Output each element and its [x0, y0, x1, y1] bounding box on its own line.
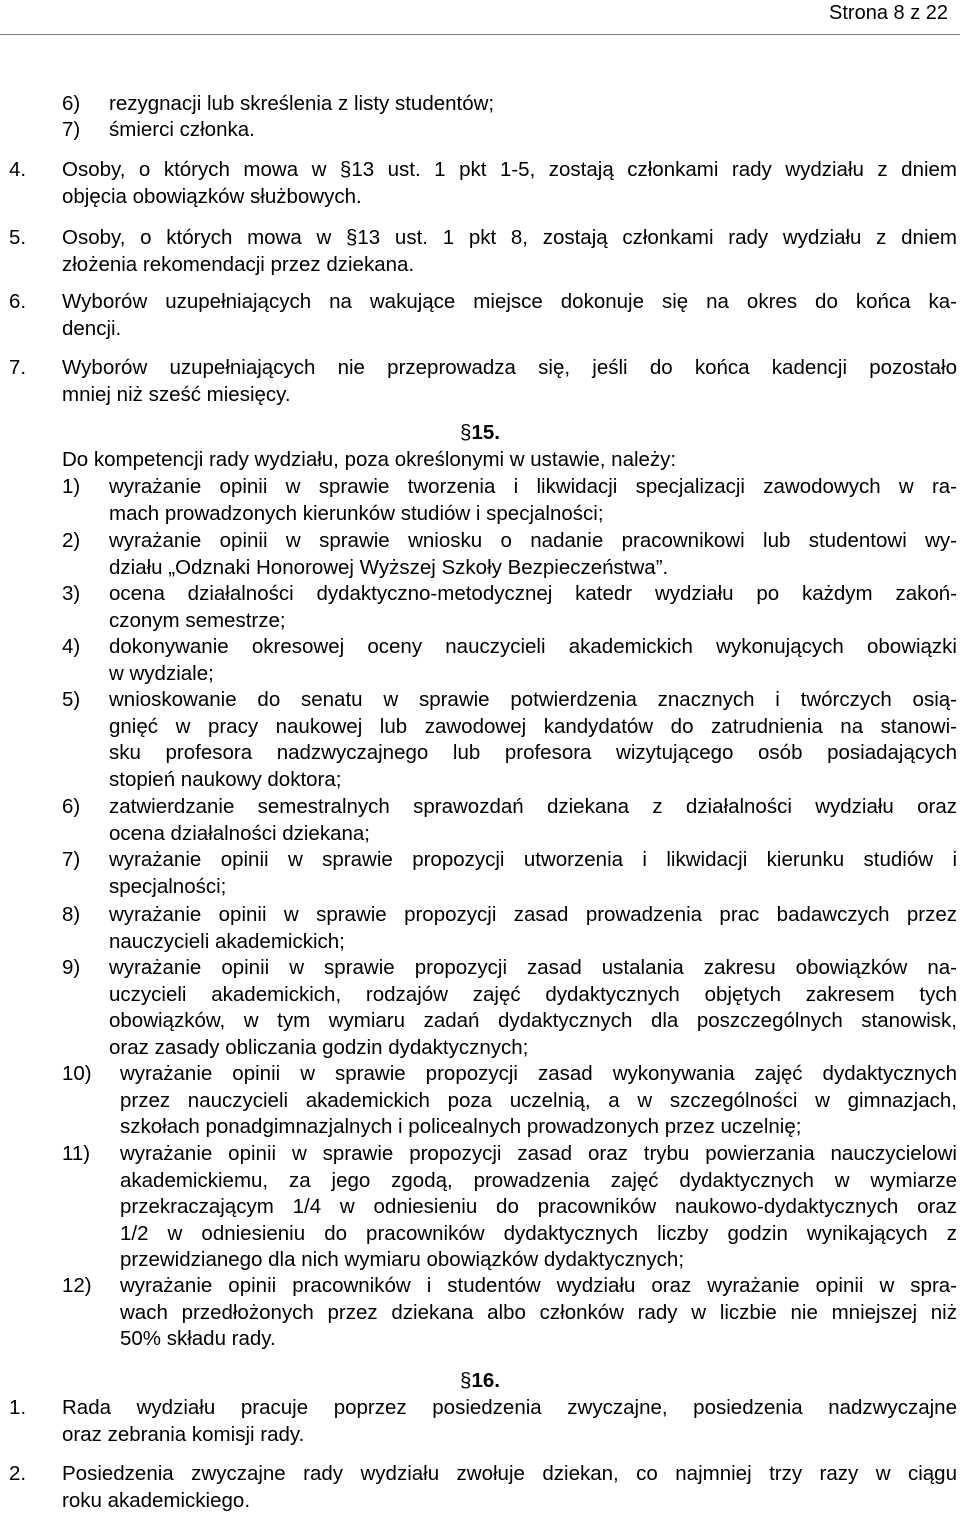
text-line: wyrażanie opinii pracowników i studentów wydziału oraz wyrażanie opinii w spra-: [120, 1274, 957, 1297]
text-line: roku akademickiego.: [62, 1488, 251, 1512]
list-text: [109, 847, 957, 900]
text-line: 50% składu rady.: [120, 1327, 276, 1351]
list-number: 3): [62, 582, 81, 605]
list-number: 4): [62, 635, 81, 658]
text-line: wyrażanie opinii w sprawie propozycji zasad ustalania zakresu obowiązków na-: [109, 956, 957, 979]
list-text: [109, 687, 957, 793]
list-number: 6.: [9, 290, 27, 313]
text-line: akademickiemu, za jego zgodą, prowadzenia zajęć dydaktycznych w wymiarze: [120, 1168, 957, 1192]
text-line: ocena działalności dydaktyczno-metodycznej katedr wydziału po każdym zakoń-: [109, 582, 957, 605]
list-number: 1): [62, 475, 81, 498]
text-line: uczycieli akademickich, rodzajów zajęć dydaktycznych objętych zakresem tych: [109, 982, 957, 1006]
text-line: nauczycieli akademickich;: [109, 929, 345, 953]
text-line: gnięć w pracy naukowej lub zawodowej kandydatów do zatrudnienia na stanowi-: [109, 714, 957, 738]
list-text: [109, 117, 957, 144]
list-text: [109, 581, 957, 634]
text-line: Osoby, o których mowa w §13 ust. 1 pkt 1-5, zostają członkami rady wydziału z dniem: [62, 158, 957, 181]
list-number: 4.: [9, 158, 27, 181]
text-line: wach przedłożonych przez dziekana albo członków rady w liczbie nie mniejszej niż: [120, 1300, 957, 1324]
list-text: [109, 955, 957, 1061]
list-text: [109, 474, 957, 527]
list-text: [109, 91, 957, 118]
text-line: obowiązków, w tym wymiaru zadań dydaktycznych dla poszczególnych stanowisk,: [109, 1009, 957, 1033]
text-line: zatwierdzanie semestralnych sprawozdań dziekana z działalności wydziału oraz: [109, 795, 957, 818]
list-number: 2.: [9, 1462, 27, 1485]
page-number: Strona 8 z 22: [829, 2, 948, 24]
list-text: [62, 355, 957, 408]
text-line: wnioskowanie do senatu w sprawie potwierdzenia znacznych i twórczych osią-: [109, 688, 957, 711]
text-line: czonym semestrze;: [109, 608, 286, 632]
header-divider: [0, 34, 960, 35]
text-line: śmierci członka.: [109, 118, 255, 141]
text-line: wyrażanie opinii w sprawie tworzenia i likwidacji specjalizacji zawodowych w ra-: [109, 475, 957, 498]
list-number: 12): [62, 1274, 92, 1297]
text-line: mniej niż sześć miesięcy.: [62, 382, 291, 406]
list-number: 6): [62, 795, 81, 818]
list-text: [120, 1141, 957, 1274]
text-line: szkołach ponadgimnazjalnych i policealnych prowadzonych przez uczelnię;: [120, 1115, 802, 1139]
list-text: [62, 157, 957, 210]
text-line: przewidzianego dla nich wymiaru obowiązków dydaktycznych;: [120, 1248, 685, 1272]
list-number: 10): [62, 1062, 92, 1085]
list-number: 7.: [9, 356, 27, 379]
text-line: w wydziale;: [109, 661, 214, 685]
text-line: Posiedzenia zwyczajne rady wydziału zwołuje dziekan, co najmniej trzy razy w ciągu: [62, 1462, 957, 1485]
list-number: 9): [62, 956, 81, 979]
text-line: złożenia rekomendacji przez dziekana.: [62, 252, 415, 276]
list-number: 8): [62, 903, 81, 926]
text-line: Rada wydziału pracuje poprzez posiedzenia zwyczajne, posiedzenia nadzwyczajne: [62, 1396, 957, 1419]
text-line: mach prowadzonych kierunków studiów i specjalności;: [109, 501, 604, 525]
text-line: specjalności;: [109, 874, 227, 898]
section-intro: Do kompetencji rady wydziału, poza określonymi w ustawie, należy:: [62, 448, 677, 471]
text-line: wyrażanie opinii w sprawie propozycji zasad prowadzenia prac badawczych przez: [109, 903, 957, 926]
list-number: 11): [62, 1142, 91, 1165]
text-line: oraz zebrania komisji rady.: [62, 1422, 305, 1446]
text-line: wyrażanie opinii w sprawie propozycji zasad oraz trybu powierzania nauczycielowi: [120, 1142, 957, 1165]
section-sign: §: [460, 421, 472, 444]
list-text: [109, 902, 957, 955]
text-line: objęcia obowiązków służbowych.: [62, 184, 362, 208]
text-line: wyrażanie opinii w sprawie wniosku o nadanie pracownikowi lub studentowi wy-: [109, 529, 957, 552]
page-header: [0, 0, 960, 36]
text-line: przekraczającym 1/4 w odniesieniu do pracowników naukowo-dydaktycznych oraz: [120, 1195, 957, 1219]
list-text: [109, 528, 957, 581]
list-number: 5.: [9, 226, 27, 249]
text-line: oraz zasady obliczania godzin dydaktycznych;: [109, 1035, 529, 1059]
list-number: 5): [62, 688, 81, 711]
text-line: dokonywanie okresowej oceny nauczycieli akademickich wykonujących obowiązki: [109, 635, 957, 658]
list-text: [109, 794, 957, 847]
text-line: ocena działalności dziekana;: [109, 821, 370, 845]
text-line: 1/2 w odniesieniu do pracowników dydaktycznych liczby godzin wynikających z: [120, 1221, 957, 1245]
text-line: Wyborów uzupełniających na wakujące miejsce dokonuje się na okres do końca ka-: [62, 290, 957, 313]
text-line: Osoby, o których mowa w §13 ust. 1 pkt 8, zostają członkami rady wydziału z dniem: [62, 226, 957, 249]
section-number: 16.: [471, 1369, 500, 1392]
text-line: wyrażanie opinii w sprawie propozycji zasad wykonywania zajęć dydaktycznych: [120, 1062, 957, 1085]
text-line: wyrażanie opinii w sprawie propozycji utworzenia i likwidacji kierunku studiów i: [109, 848, 957, 871]
text-line: dencji.: [62, 316, 122, 340]
list-text: [109, 634, 957, 687]
text-line: sku profesora nadzwyczajnego lub profesora wizytującego osób posiadających: [109, 741, 957, 765]
text-line: Wyborów uzupełniających nie przeprowadza się, jeśli do końca kadencji pozostało: [62, 356, 957, 379]
list-number: 1.: [9, 1396, 27, 1419]
list-number: 6): [62, 92, 81, 115]
text-line: przez nauczycieli akademickich poza uczelnią, a w szczególności w gimnazjach,: [120, 1088, 957, 1112]
list-text: [62, 225, 957, 278]
text-line: stopień naukowy doktora;: [109, 767, 342, 791]
text-line: działu „Odznaki Honorowej Wyższej Szkoły Bezpieczeństwa”.: [109, 555, 669, 579]
section-number: 15.: [471, 421, 500, 444]
list-text: [62, 1461, 957, 1514]
list-number: 7): [62, 848, 81, 871]
section-sign: §: [460, 1369, 472, 1392]
list-number: 2): [62, 529, 81, 552]
list-text: [120, 1061, 957, 1141]
section-heading-15: [0, 420, 960, 447]
list-text: [120, 1273, 957, 1353]
section-heading-16: [0, 1368, 960, 1395]
list-text: [62, 289, 957, 342]
list-number: 7): [62, 118, 81, 141]
text-line: rezygnacji lub skreślenia z listy studentów;: [109, 92, 495, 115]
list-text: [62, 1395, 957, 1448]
